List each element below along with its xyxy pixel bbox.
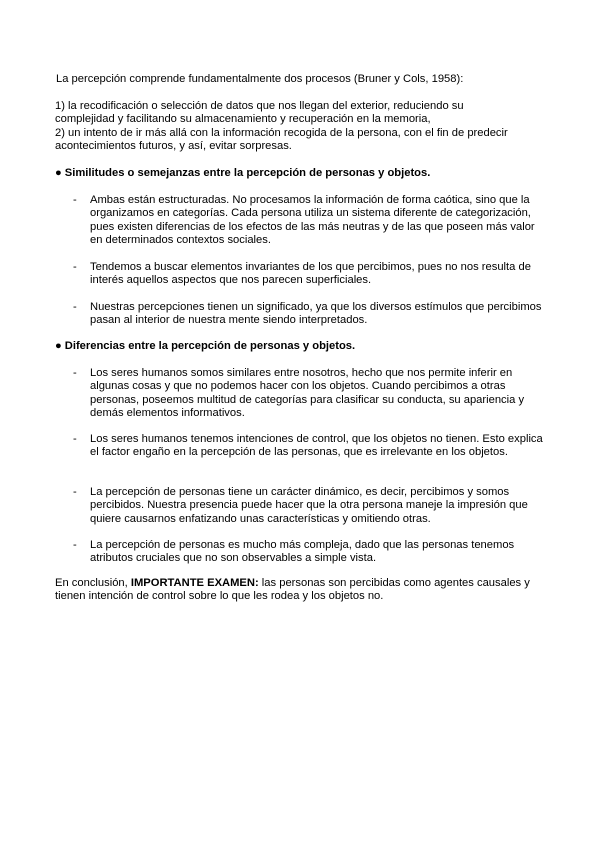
processes-list: [55, 100, 555, 153]
bullet-icon: ●: [55, 167, 62, 179]
list-item-text: Ambas están estructuradas. No procesamos la información de forma caótica, sino que la organizamos en categorías. Cada persona utiliza un sistema diferente de categorización, pues existen diferencias de los efectos de las más neutras y de las que poseen más valor en determinados contextos sociales.: [90, 194, 535, 246]
dash-marker: -: [73, 539, 77, 551]
list-item-text: Tendemos a buscar elementos invariantes de los que percibimos, pues no nos resulta de interés aquellos aspectos que nos parecen superficiales.: [90, 261, 531, 287]
section-heading-similarities: [55, 167, 430, 180]
heading-text: Diferencias entre la percepción de personas y objetos.: [64, 340, 356, 352]
process-line: 1) la recodificación o selección de datos que nos llegan del exterior, reduciendo su: [55, 100, 464, 112]
process-line: complejidad y facilitando su almacenamiento y recuperación en la memoria,: [55, 113, 431, 126]
list-item-text: Los seres humanos somos similares entre nosotros, hecho que nos permite inferir en algunas cosas y que no podemos hacer con los objetos. Cuando percibimos a otras personas, poseemos multitud de categorías para clasificar su conducta, su apariencia y demás elementos informativos.: [90, 367, 525, 419]
list-item-text: Nuestras percepciones tienen un significado, ya que los diversos estímulos que percibimos pasan al interior de nuestra mente siendo interpretados.: [90, 301, 542, 327]
process-line: acontecimientos futuros, y así, evitar sorpresas.: [55, 139, 292, 152]
intro-paragraph: La percepción comprende fundamentalmente dos procesos (Bruner y Cols, 1958):: [56, 73, 464, 85]
conclusion-emphasis: IMPORTANTE EXAMEN:: [130, 577, 259, 589]
bullet-icon: ●: [55, 340, 62, 352]
dash-marker: -: [73, 261, 77, 273]
dash-marker: -: [73, 486, 77, 498]
conclusion-paragraph: [55, 577, 545, 604]
process-line: 2) un intento de ir más allá con la información recogida de la persona, con el fin de predecir: [55, 126, 508, 139]
dash-marker: -: [73, 194, 77, 206]
conclusion-prefix: En conclusión,: [55, 577, 131, 589]
list-item-text: Los seres humanos tenemos intenciones de control, que los objetos no tienen. Esto explica el factor engaño en la percepción de las personas, que es irrelevante en los objetos.: [90, 433, 543, 459]
list-item-text: La percepción de personas tiene un carácter dinámico, es decir, percibimos y somos percibidos. Nuestra presencia puede hacer que la otra persona maneje la impresión que quiere causarnos enfatizando unas características y omitiendo otras.: [90, 486, 528, 525]
heading-text: Similitudes o semejanzas entre la percepción de personas y objetos.: [64, 167, 431, 179]
dash-marker: -: [73, 367, 77, 379]
dash-marker: -: [73, 301, 77, 313]
section-heading-differences: [55, 340, 355, 353]
list-item-text: La percepción de personas es mucho más compleja, dado que las personas tenemos atributos cruciales que no son observables a simple vista.: [90, 539, 515, 565]
dash-marker: -: [73, 433, 77, 445]
conclusion-suffix: las personas son percibidas como agentes causales y tienen intención de control sobre lo que les rodea y los objetos no.: [55, 577, 530, 603]
